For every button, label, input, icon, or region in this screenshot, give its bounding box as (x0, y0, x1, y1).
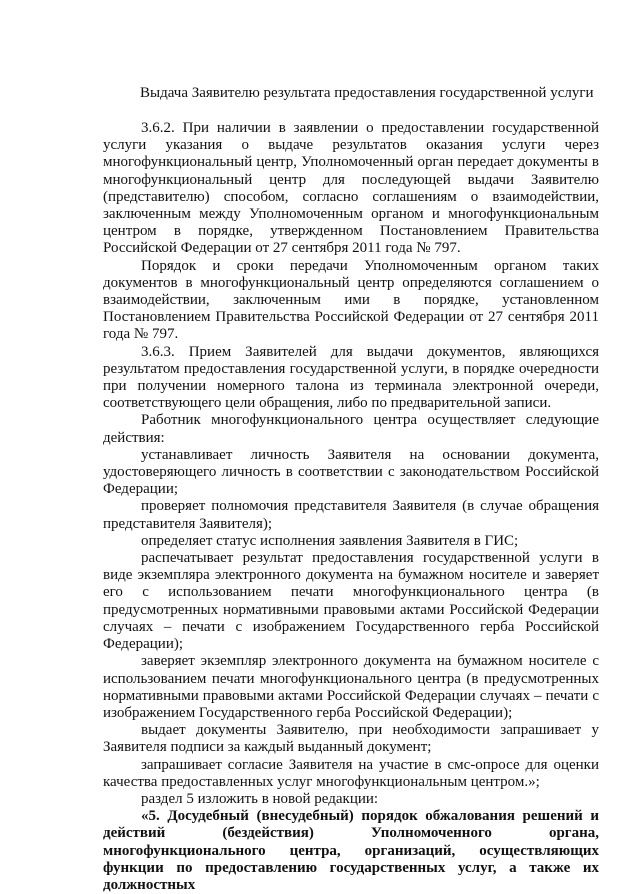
action-item: определяет статус исполнения заявления Заявителя в ГИС; (141, 532, 519, 549)
action-item: выдает документы Заявителю, при необходимости запрашивает у Заявителя подписи за каждый выданный документ; (103, 722, 599, 756)
action-item: заверяет экземпляр электронного документа на бумажном носителе с использованием печати многофункционального центра (в предусмотренных нормативными правовыми актами Российской Федерации случаях – печати с изображением Государственного герба Российской Федерации); (103, 653, 599, 721)
document-body (103, 120, 599, 894)
paragraph-3-6-2: 3.6.2. При наличии в заявлении о предоставлении государственной услуги указания о выдаче результатов оказания услуги через многофункциональный центр, Уполномоченный орган передает документы в многофункциональный центр для последующей выдачи Заявителю (представителю) способом, согласно соглашениям о взаимодействии, заключенным между Уполномоченным органом и многофункциональным центром в порядке, утвержденном Постановлением Правительства Российской Федерации от 27 сентября 2011 года № 797. (103, 120, 599, 257)
section-heading: Выдача Заявителю результата предоставления государственной услуги (140, 85, 594, 101)
paragraph-section-5-intro: раздел 5 изложить в новой редакции: (141, 790, 379, 807)
paragraph-3-6-3: 3.6.3. Прием Заявителей для выдачи документов, являющихся результатом предоставления государственной услуги, в порядке очередности при получении номерного талона из терминала электронной очереди, соответствующего цели обращения, либо по предварительной записи. (103, 343, 599, 412)
section-5-title: «5. Досудебный (внесудебный) порядок обжалования решений и действий (бездействия) Уполномоченного органа, многофункционального центра, организаций, осуществляющих функции по предоставлению государственных услуг, а также их должностных (103, 808, 599, 893)
action-item: распечатывает результат предоставления государственной услуги в виде экземпляра электронного документа на бумажном носителе и заверяет его с использованием печати многофункционального центра (в предусмотренных нормативными правовыми актами Российской Федерации случаях – печати с изображением Государственного герба Российской Федерации); (103, 550, 599, 653)
action-item: проверяет полномочия представителя Заявителя (в случае обращения представителя Заявителя); (103, 498, 599, 532)
action-item: запрашивает согласие Заявителя на участие в смс-опросе для оценки качества предоставленных услуг многофункциональным центром.»; (103, 756, 599, 790)
paragraph-worker-actions: Работник многофункционального центра осуществляет следующие действия: (103, 412, 599, 446)
paragraph-transfer-order: Порядок и сроки передачи Уполномоченным органом таких документов в многофункциональный центр определяются соглашением о взаимодействии, заключенным ими в порядке, установленном Постановлением Правительства Российской Федерации от 27 сентября 2011 года № 797. (103, 257, 599, 343)
action-item: устанавливает личность Заявителя на основании документа, удостоверяющего личность в соответствии с законодательством Российской Федерации; (103, 446, 599, 498)
